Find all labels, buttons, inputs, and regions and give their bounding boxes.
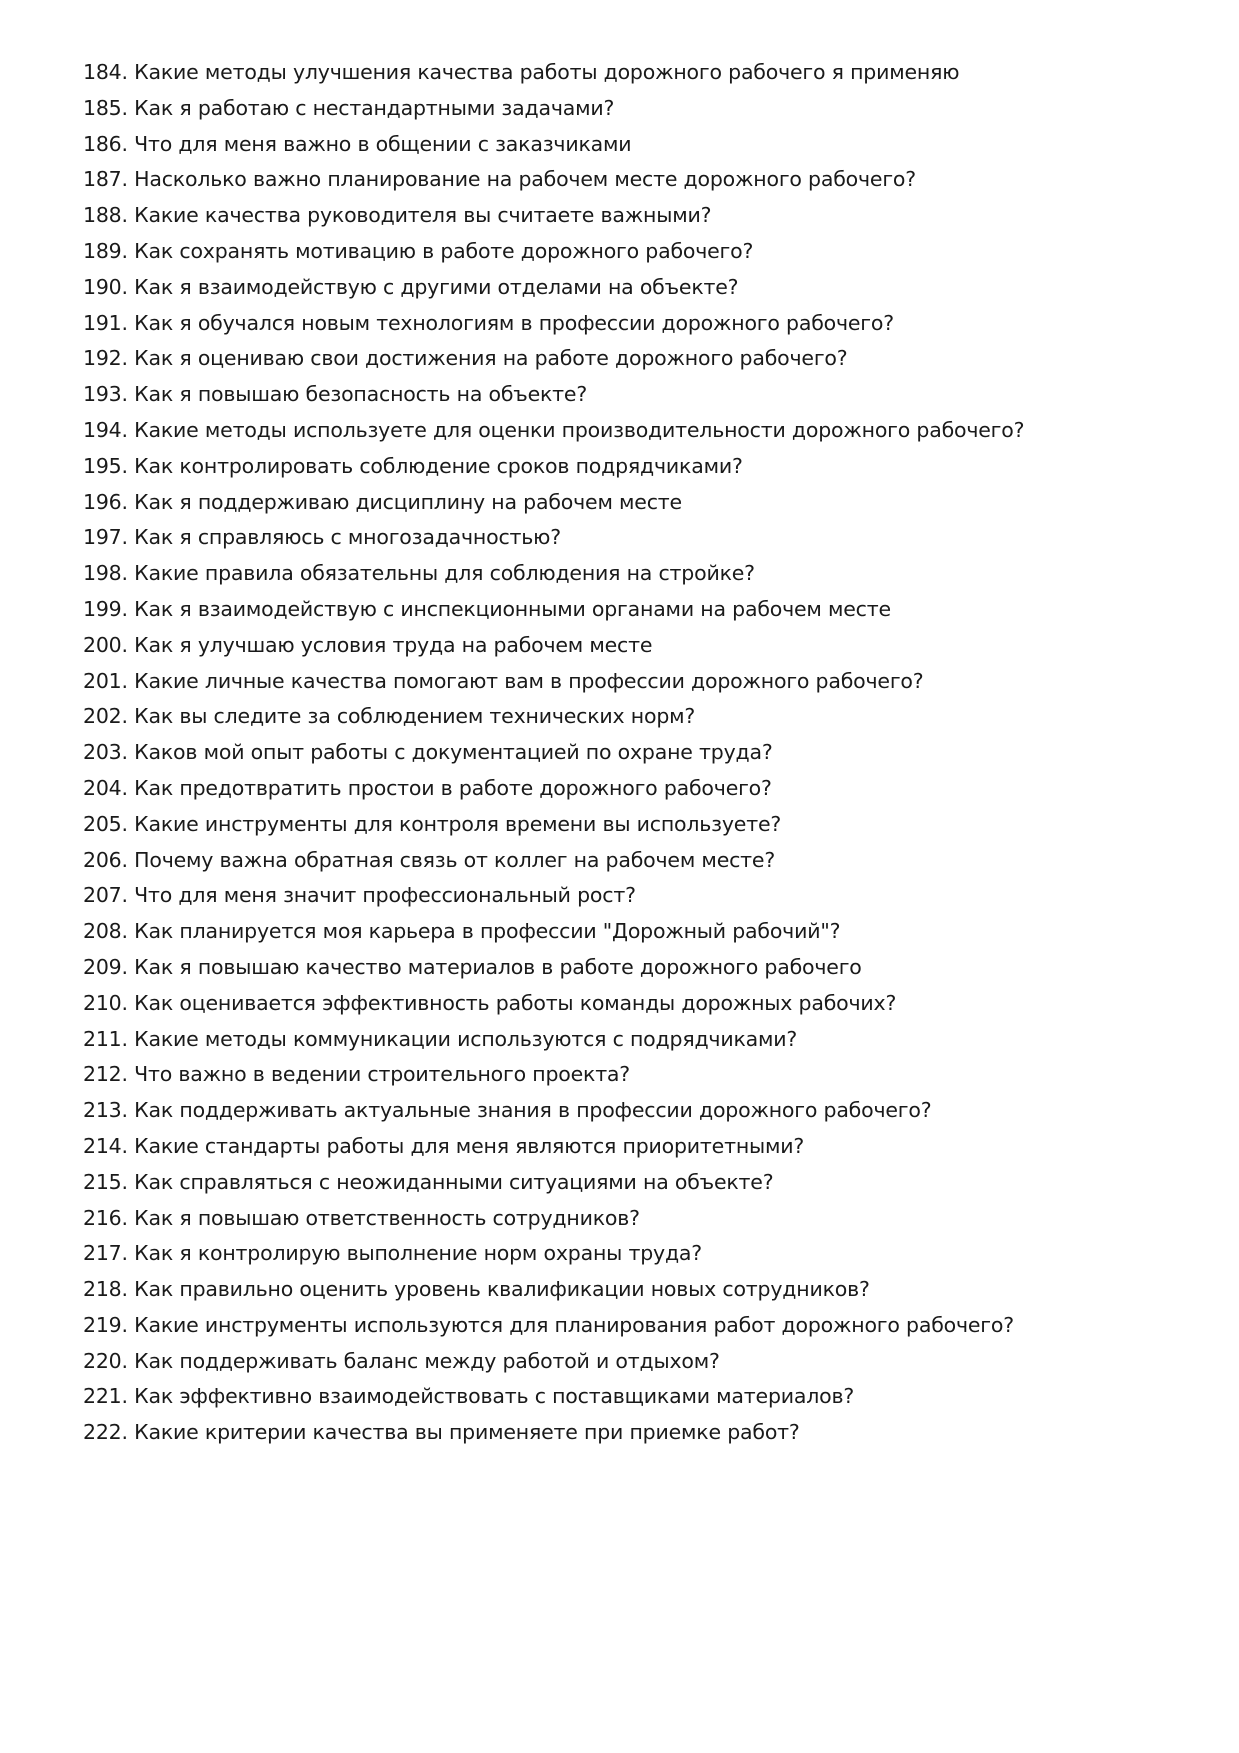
list-item: 188. Какие качества руководителя вы считаете важными? — [83, 203, 712, 228]
list-item: 194. Какие методы используете для оценки производительности дорожного рабочего? — [83, 417, 1025, 442]
list-item: 207. Что для меня значит профессиональный рост? — [83, 883, 636, 908]
list-item: 187. Насколько важно планирование на рабочем месте дорожного рабочего? — [83, 167, 916, 192]
list-item: 213. Как поддерживать актуальные знания в профессии дорожного рабочего? — [83, 1098, 932, 1123]
list-item: 220. Как поддерживать баланс между работой и отдыхом? — [83, 1348, 720, 1373]
list-item: 184. Какие методы улучшения качества работы дорожного рабочего я применяю — [83, 60, 960, 84]
list-item: 212. Что важно в ведении строительного проекта? — [83, 1062, 630, 1087]
list-item: 191. Как я обучался новым технологиям в профессии дорожного рабочего? — [83, 310, 894, 335]
list-item: 192. Как я оцениваю свои достижения на работе дорожного рабочего? — [83, 346, 848, 371]
list-item: 214. Какие стандарты работы для меня являются приоритетными? — [83, 1133, 805, 1158]
list-item: 190. Как я взаимодействую с другими отделами на объекте? — [83, 274, 739, 299]
list-item: 209. Как я повышаю качество материалов в работе дорожного рабочего — [83, 954, 862, 979]
list-item: 195. Как контролировать соблюдение сроков подрядчиками? — [83, 453, 743, 478]
list-item: 204. Как предотвратить простои в работе дорожного рабочего? — [83, 775, 772, 800]
list-item: 201. Какие личные качества помогают вам в профессии дорожного рабочего? — [83, 668, 924, 693]
list-item: 198. Какие правила обязательны для соблюдения на стройке? — [83, 561, 755, 586]
list-item: 200. Как я улучшаю условия труда на рабочем месте — [83, 632, 653, 657]
list-item: 203. Каков мой опыт работы с документацией по охране труда? — [83, 740, 773, 765]
list-item: 199. Как я взаимодействую с инспекционными органами на рабочем месте — [83, 596, 891, 621]
list-item: 185. Как я работаю с нестандартными задачами? — [83, 95, 615, 120]
list-item: 219. Какие инструменты используются для планирования работ дорожного рабочего? — [83, 1312, 1014, 1337]
list-item: 206. Почему важна обратная связь от коллег на рабочем месте? — [83, 847, 776, 872]
list-item: 216. Как я повышаю ответственность сотрудников? — [83, 1205, 640, 1230]
list-item: 211. Какие методы коммуникации используются с подрядчиками? — [83, 1026, 798, 1051]
list-item: 217. Как я контролирую выполнение норм охраны труда? — [83, 1241, 702, 1266]
list-item: 193. Как я повышаю безопасность на объекте? — [83, 382, 588, 407]
list-item: 208. Как планируется моя карьера в профессии "Дорожный рабочий"? — [83, 919, 841, 944]
list-item: 218. Как правильно оценить уровень квалификации новых сотрудников? — [83, 1277, 870, 1302]
list-item: 210. Как оценивается эффективность работы команды дорожных рабочих? — [83, 990, 897, 1015]
list-item: 189. Как сохранять мотивацию в работе дорожного рабочего? — [83, 238, 754, 263]
question-list — [83, 55, 1024, 1451]
list-item: 186. Что для меня важно в общении с заказчиками — [83, 131, 632, 156]
list-item: 222. Какие критерии качества вы применяете при приемке работ? — [83, 1420, 800, 1445]
list-item: 202. Как вы следите за соблюдением технических норм? — [83, 704, 696, 729]
list-item: 221. Как эффективно взаимодействовать с поставщиками материалов? — [83, 1384, 855, 1409]
list-item: 196. Как я поддерживаю дисциплину на рабочем месте — [83, 489, 682, 514]
list-item: 205. Какие инструменты для контроля времени вы используете? — [83, 811, 782, 836]
list-item: 215. Как справляться с неожиданными ситуациями на объекте? — [83, 1169, 774, 1194]
list-item: 197. Как я справляюсь с многозадачностью? — [83, 525, 561, 550]
